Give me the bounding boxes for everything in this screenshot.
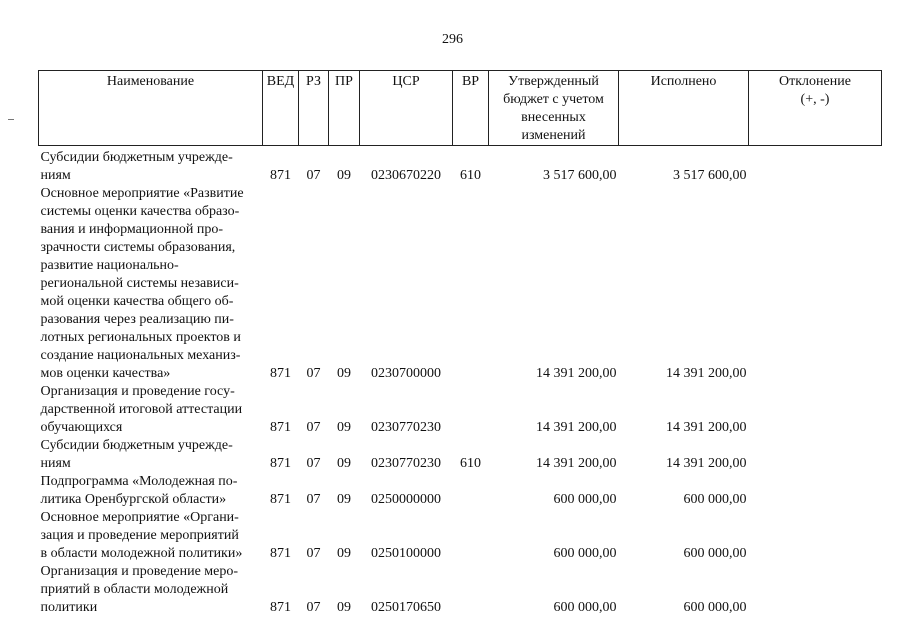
row-name-line: ниям [40,168,71,183]
header-name: Наименование [39,71,263,146]
row-name [39,437,263,473]
row-pr: 09 [337,492,351,507]
row-name-line: обучающихся [40,420,123,435]
row-vr [453,509,489,563]
margin-mark [8,119,14,120]
row-approved: 600 000,00 [553,546,617,561]
row-rz: 07 [306,492,321,507]
row-ved: 871 [270,366,291,381]
row-deviation [749,383,882,437]
header-deviation-line: Отклонение [779,74,851,89]
row-executed: 600 000,00 [683,600,747,615]
row-name-line: зрачности системы образования, [40,240,236,255]
header-approved-line: внесенных [521,110,586,125]
header-approved-line: бюджет с учетом [503,92,604,107]
row-deviation [749,509,882,563]
row-name-line: в области молодежной политики» [40,546,243,561]
row-name-line: мов оценки качества» [40,366,171,381]
row-executed: 3 517 600,00 [673,168,747,183]
page-number: 296 [442,32,463,47]
row-csr: 0250100000 [371,546,441,561]
row-name-line: Основное мероприятие «Развитие [40,186,244,201]
row-name-line: Организация и проведение госу- [40,384,235,399]
row-vr: 610 [460,456,481,471]
row-pr: 09 [337,366,351,381]
table-row [39,473,882,509]
row-pr: 09 [337,546,351,561]
row-csr: 0230770230 [371,420,441,435]
row-rz: 07 [306,366,321,381]
header-approved-line: Утвержденный [508,74,599,89]
row-name [39,473,263,509]
header-deviation-line: (+, -) [800,92,830,107]
row-name-line: Субсидии бюджетным учрежде- [40,438,233,453]
row-ved: 871 [270,546,291,561]
table-row [39,437,882,473]
row-name-line: вания и информационной про- [40,222,223,237]
table-row [39,383,882,437]
row-name [39,563,263,617]
row-name-line: Подпрограмма «Молодежная по- [40,474,238,489]
row-executed: 600 000,00 [683,546,747,561]
row-rz: 07 [306,420,321,435]
table-row [39,563,882,617]
header-executed: Исполнено [619,71,749,146]
row-deviation [749,437,882,473]
header-ved: ВЕД [263,71,299,146]
row-name-line: лотных региональных проектов и [40,330,241,345]
row-approved: 3 517 600,00 [543,168,617,183]
header-pr: ПР [329,71,360,146]
row-deviation [749,185,882,383]
row-rz: 07 [306,600,321,615]
row-approved: 600 000,00 [553,600,617,615]
header-approved-budget [489,71,619,146]
row-name-line: литика Оренбургской области» [40,492,227,507]
row-vr [453,473,489,509]
table-header-row [39,71,882,146]
row-ved: 871 [270,456,291,471]
row-name-line: разования через реализацию пи- [40,312,234,327]
row-vr: 610 [460,168,481,183]
row-rz: 07 [306,456,321,471]
row-executed: 14 391 200,00 [666,456,747,471]
table-body [39,146,882,618]
row-name-line: региональной системы независи- [40,276,239,291]
header-vr: ВР [453,71,489,146]
header-rz: РЗ [299,71,329,146]
row-rz: 07 [306,168,321,183]
row-name-line: Организация и проведение меро- [40,564,239,579]
row-approved: 14 391 200,00 [536,420,617,435]
row-name-line: дарственной итоговой аттестации [40,402,243,417]
header-deviation [749,71,882,146]
row-name-line: политики [40,600,98,615]
row-deviation [749,473,882,509]
row-name-line: системы оценки качества образо- [40,204,240,219]
row-vr [453,185,489,383]
budget-table [38,70,882,617]
row-ved: 871 [270,492,291,507]
row-csr: 0250000000 [371,492,441,507]
row-executed: 14 391 200,00 [666,366,747,381]
table-row [39,509,882,563]
table-row [39,185,882,383]
row-ved: 871 [270,168,291,183]
row-name-line: ниям [40,456,71,471]
row-csr: 0230670220 [371,168,441,183]
row-name-line: Основное мероприятие «Органи- [40,510,239,525]
row-approved: 14 391 200,00 [536,456,617,471]
row-csr: 0250170650 [371,600,441,615]
row-ved: 871 [270,420,291,435]
row-name-line: развитие национально- [40,258,179,273]
row-name [39,383,263,437]
row-approved: 600 000,00 [553,492,617,507]
header-approved-line: изменений [521,128,586,143]
row-pr: 09 [337,168,351,183]
row-deviation [749,146,882,186]
row-executed: 600 000,00 [683,492,747,507]
row-name [39,509,263,563]
header-csr: ЦСР [360,71,453,146]
row-name-line: зация и проведение мероприятий [40,528,239,543]
row-pr: 09 [337,456,351,471]
row-name [39,185,263,383]
row-ved: 871 [270,600,291,615]
row-name-line: создание национальных механиз- [40,348,241,363]
row-csr: 0230770230 [371,456,441,471]
row-vr [453,563,489,617]
row-approved: 14 391 200,00 [536,366,617,381]
row-executed: 14 391 200,00 [666,420,747,435]
row-rz: 07 [306,546,321,561]
row-name-line: мой оценки качества общего об- [40,294,234,309]
row-pr: 09 [337,420,351,435]
table-row [39,146,882,186]
row-deviation [749,563,882,617]
row-name-line: Субсидии бюджетным учрежде- [40,150,233,165]
row-csr: 0230700000 [371,366,441,381]
row-vr [453,383,489,437]
row-pr: 09 [337,600,351,615]
row-name-line: приятий в области молодежной [40,582,229,597]
row-name [39,146,263,186]
